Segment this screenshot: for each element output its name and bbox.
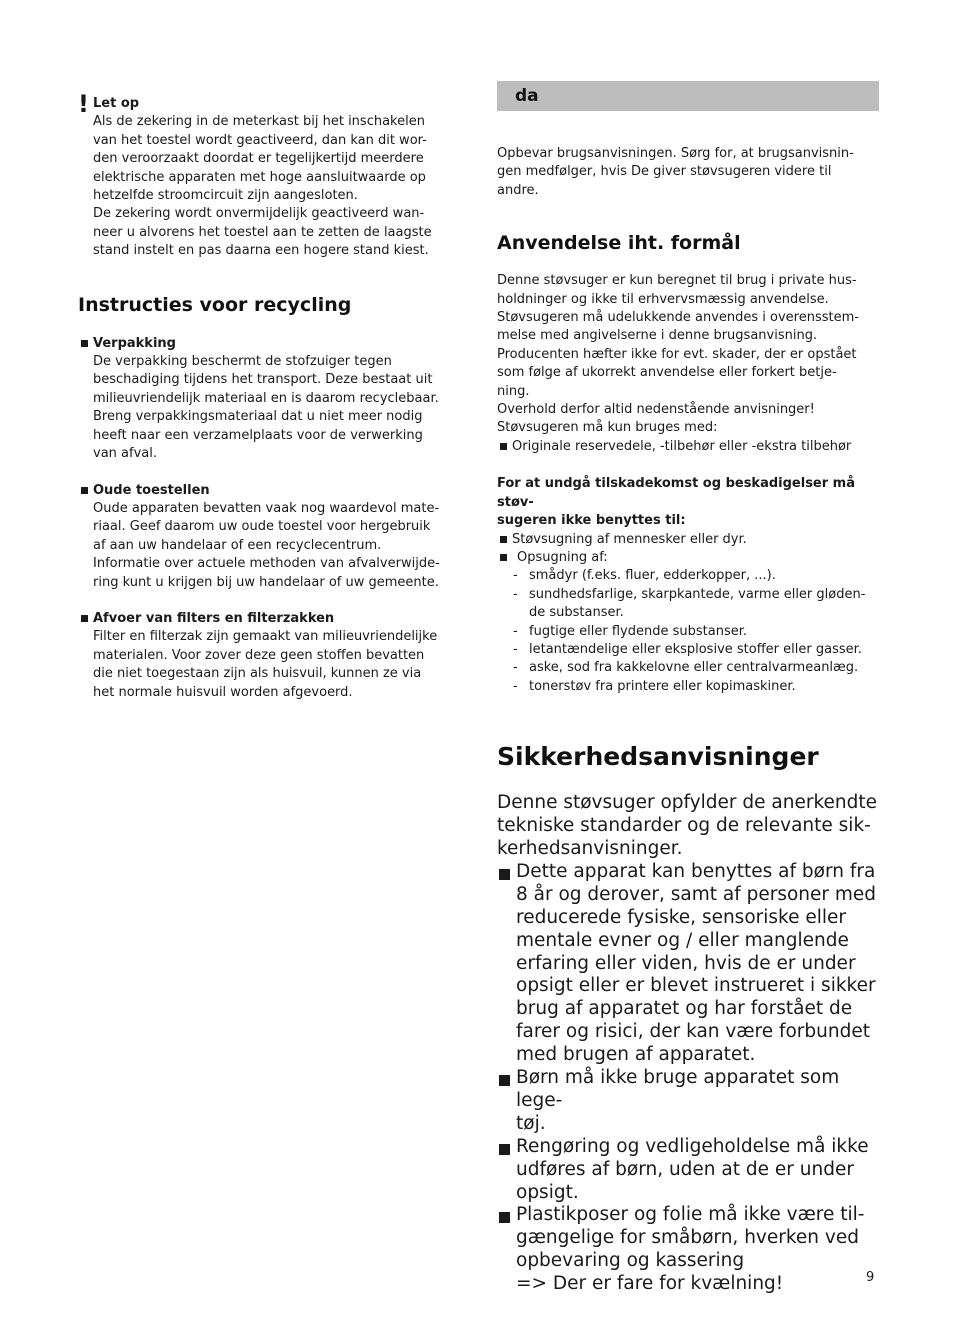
usage-line: Denne støvsuger er kun beregnet til brug i private hus- [497,273,857,289]
usage-line: Støvsugeren må kun bruges med: [497,420,718,436]
item-line: Breng verpakkingsmateriaal dat u niet meer nodig [93,409,423,425]
intro-line: gen medfølger, hvis De giver støvsugeren videre til [497,164,832,180]
recycling-item-filters [78,610,458,702]
safety-line: mentale evner og / eller manglende [516,929,849,951]
safety-item [497,1204,879,1296]
safety-line: farer og risici, der kan være forbundet [516,1021,870,1043]
usage-line: som følge af ukorrekt anvendelse eller forkert betje- [497,365,837,381]
warning-line: Als de zekering in de meterkast bij het inschakelen [93,114,425,130]
square-bullet-icon [499,869,510,880]
dash-text: de substanser. [529,605,624,621]
recycling-item-old-devices [78,482,458,592]
item-line: milieuvriendelijk materiaal en is daarom recyclebaar. [93,390,439,406]
square-bullet-icon [81,615,88,622]
item-line: die niet toegestaan zijn als huisvuil, kunnen ze via [93,666,422,682]
square-bullet-icon [81,487,88,494]
warning-title: Let op [93,96,140,111]
dash-text: letantændelige eller eksplosive stoffer eller gasser. [529,641,862,657]
safety-line: tøj. [516,1112,546,1134]
avoid-heading-line: sugeren ikke benyttes til: [497,513,686,529]
avoid-list [497,531,879,697]
intro-line: Opbevar brugsanvisningen. Sørg for, at brugsanvisnin- [497,146,854,161]
warning-line: hetzelfde stroomcircuit zijn aangesloten. [93,188,358,204]
usage-line: Producenten hæfter ikke for evt. skader, der er opstået [497,346,857,362]
item-title: Oude toestellen [93,482,210,498]
usage-bullet [497,438,879,456]
dash-item: - tonerstøv fra printere eller kopimaskiner. [513,678,796,694]
safety-line: => Der er fare for kvælning! [516,1273,784,1295]
dash-item: - aske, sod fra kakkelovne eller centralvarmeanlæg. [513,660,859,676]
usage-bullet-text: Originale reservedele, -tilbehør eller -ekstra tilbehør [512,438,852,454]
usage-line: Støvsugeren må udelukkende anvendes i overensstem- [497,310,859,326]
dash-item: - smådyr (f.eks. fluer, edderkopper, ...). [513,568,776,584]
safety-item [497,1067,879,1136]
avoid-bullet [497,531,879,549]
dash-text: smådyr (f.eks. fluer, edderkopper, ...). [529,568,776,584]
usage-paragraph [497,272,879,456]
safety-item [497,1136,879,1205]
avoid-bullet-text: Støvsugning af mennesker eller dyr. [512,531,747,547]
item-line: beschadiging tijdens het transport. Deze bestaat uit [93,372,433,388]
safety-line: Plastikposer og folie må ikke være til- [516,1204,865,1226]
square-bullet-icon [499,1212,510,1223]
safety-line: udføres af børn, uden at de er under [516,1158,854,1180]
warning-line: den veroorzaakt doordat er tegelijkertijd meerdere [93,151,424,167]
recycling-heading: Instructies voor recycling [78,293,352,316]
item-line: af aan uw handelaar of een recyclecentrum. [93,537,382,553]
avoid-heading [497,475,879,530]
item-line: materialen. Voor zover deze geen stoffen bevatten [93,647,425,663]
safety-line: opsigt. [516,1181,579,1203]
item-line: Oude apparaten bevatten vaak nog waardevol mate- [93,500,440,516]
intro-paragraph [497,145,879,200]
page-number: 9 [866,1270,875,1285]
exclamation-icon: ! [78,90,89,118]
warning-line: van het toestel wordt geactiveerd, dan kan dit wor- [93,132,427,148]
item-line: Informatie over actuele methoden van afvalverwijde- [93,556,440,572]
safety-section [497,792,879,1296]
safety-line: gængelige for småbørn, hverken ved [516,1227,859,1249]
warning-line: neer u alvorens het toestel aan te zetten de laagste [93,224,432,240]
dash-text: sundhedsfarlige, skarpkantede, varme eller gløden- [529,586,866,602]
square-bullet-icon [499,1144,510,1155]
safety-item [497,861,879,1067]
safety-line: Dette apparat kan benyttes af børn fra [516,860,876,882]
dash-item: - letantændelige eller eksplosive stoffer eller gasser. [513,641,862,657]
language-bar [497,81,879,111]
warning-line: elektrische apparaten met hoge aansluitwaarde op [93,169,426,185]
safety-line: brug af apparatet og har forstået de [516,998,853,1020]
language-code: da [515,86,539,106]
safety-line: Børn må ikke bruge apparatet som lege- [516,1067,840,1111]
safety-intro-line: Denne støvsuger opfylder de anerkendte [497,792,878,814]
safety-line: erfaring eller viden, hvis de er under [516,952,856,974]
square-bullet-icon [500,554,507,561]
usage-line: holdninger og ikke til erhvervsmæssig anvendelse. [497,291,829,307]
item-line: riaal. Geef daarom uw oude toestel voor hergebruik [93,519,431,535]
item-line: het normale huisvuil worden afgevoerd. [93,684,353,700]
dash-text: fugtige eller flydende substanser. [529,623,748,639]
recycling-item-packaging [78,335,458,464]
avoid-heading-line: For at undgå tilskadekomst og beskadigelser må støv- [497,476,856,510]
dash-list [497,567,879,696]
item-line: De verpakking beschermt de stofzuiger tegen [93,354,392,370]
usage-line: ning. [497,383,530,399]
warning-line: De zekering wordt onvermijdelijk geactiveerd wan- [93,206,425,222]
safety-line: Rengøring og vedligeholdelse må ikke [516,1135,869,1157]
avoid-bullet [497,549,879,567]
dash-item: - fugtige eller flydende substanser. [513,623,748,639]
square-bullet-icon [81,340,88,347]
dash-item: - sundhedsfarlige, skarpkantede, varme eller gløden- de substanser. [513,586,879,623]
warning-line: stand instelt en pas daarna een hogere stand kiest. [93,243,429,259]
item-line: heeft naar een verzamelplaats voor de verwerking [93,427,423,443]
item-line: ring kunt u krijgen bij uw handelaar of uw gemeente. [93,574,439,590]
safety-line: opbevaring og kassering [516,1250,745,1272]
square-bullet-icon [500,536,507,543]
item-title: Afvoer van filters en filterzakken [93,610,335,626]
safety-line: opsigt eller er blevet instrueret i sikker [516,975,876,997]
usage-line: Overhold derfor altid nedenstående anvisninger! [497,402,815,418]
square-bullet-icon [500,443,507,450]
usage-line: melse med angivelserne i denne brugsanvisning. [497,328,818,344]
safety-intro-line: tekniske standarder og de relevante sik- [497,815,871,837]
item-line: Filter en filterzak zijn gemaakt van milieuvriendelijke [93,629,438,645]
usage-heading: Anvendelse iht. formål [497,232,741,255]
safety-line: med brugen af apparatet. [516,1044,756,1066]
avoid-bullet-text: Opsugning af: [517,549,608,565]
square-bullet-icon [499,1075,510,1086]
dash-text: aske, sod fra kakkelovne eller centralvarmeanlæg. [529,660,859,676]
safety-heading: Sikkerhedsanvisninger [497,742,819,772]
item-title: Verpakking [93,335,176,351]
warning-note [78,90,458,261]
safety-line: 8 år og derover, samt af personer med [516,883,877,905]
item-line: van afval. [93,446,157,462]
safety-intro-line: kerhedsanvisninger. [497,837,683,859]
dash-text: tonerstøv fra printere eller kopimaskiner. [529,678,796,694]
safety-line: reducerede fysiske, sensoriske eller [516,906,846,928]
left-column [78,90,458,702]
right-column [497,81,879,1296]
intro-line: andre. [497,182,539,198]
